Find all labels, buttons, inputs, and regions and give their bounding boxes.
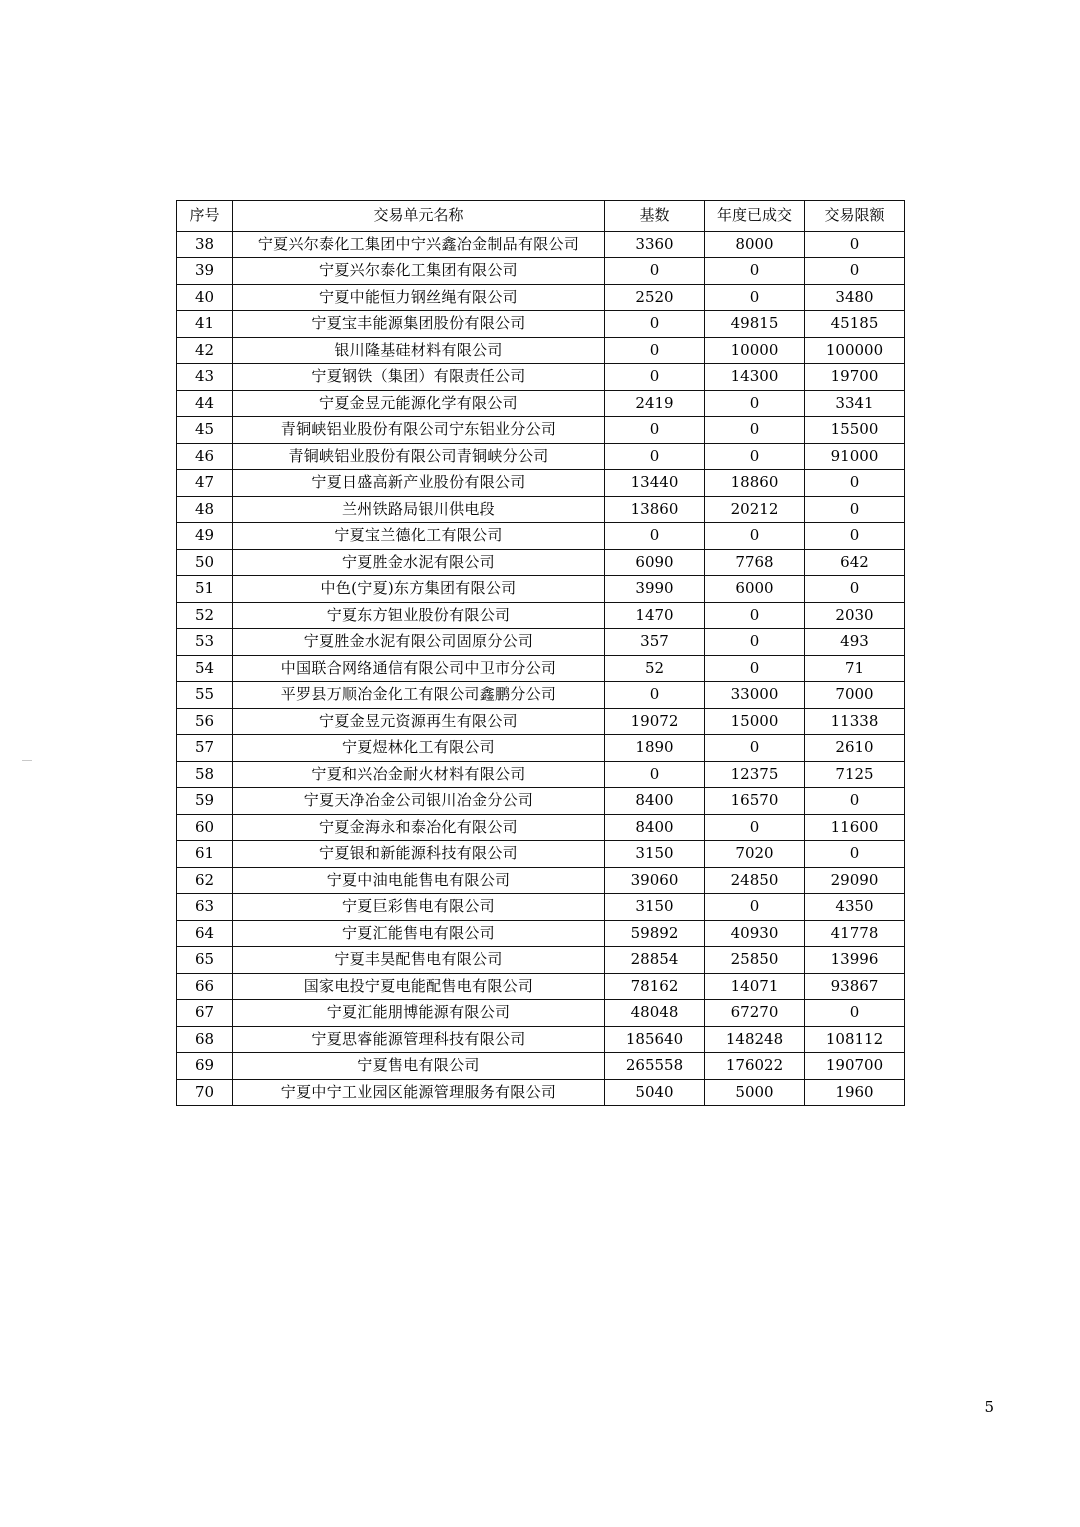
cell-annual-traded: 18860 (705, 470, 805, 497)
cell-base: 357 (605, 629, 705, 656)
table-row (177, 602, 905, 629)
cell-trade-limit: 3480 (805, 284, 905, 311)
cell-trade-limit: 190700 (805, 1053, 905, 1080)
cell-trade-limit: 7125 (805, 761, 905, 788)
cell-base: 185640 (605, 1026, 705, 1053)
table-row (177, 364, 905, 391)
cell-index: 56 (177, 708, 233, 735)
cell-base: 1890 (605, 735, 705, 762)
cell-base: 8400 (605, 814, 705, 841)
cell-annual-traded: 14300 (705, 364, 805, 391)
table-row (177, 867, 905, 894)
table-row (177, 894, 905, 921)
cell-index: 47 (177, 470, 233, 497)
cell-unit-name: 宁夏兴尔泰化工集团有限公司 (233, 258, 605, 285)
cell-trade-limit: 100000 (805, 337, 905, 364)
table-row (177, 947, 905, 974)
cell-trade-limit: 0 (805, 523, 905, 550)
page-number: 5 (984, 1398, 994, 1416)
cell-base: 3990 (605, 576, 705, 603)
table-row (177, 523, 905, 550)
cell-trade-limit: 493 (805, 629, 905, 656)
cell-base: 0 (605, 761, 705, 788)
cell-unit-name: 宁夏中宁工业园区能源管理服务有限公司 (233, 1079, 605, 1106)
cell-base: 3360 (605, 231, 705, 258)
cell-annual-traded: 6000 (705, 576, 805, 603)
cell-trade-limit: 0 (805, 231, 905, 258)
cell-index: 69 (177, 1053, 233, 1080)
cell-annual-traded: 0 (705, 443, 805, 470)
table-row (177, 390, 905, 417)
cell-annual-traded: 7020 (705, 841, 805, 868)
cell-unit-name: 宁夏日盛高新产业股份有限公司 (233, 470, 605, 497)
table-row (177, 761, 905, 788)
cell-base: 6090 (605, 549, 705, 576)
column-header-trade-limit: 交易限额 (805, 201, 905, 232)
cell-annual-traded: 67270 (705, 1000, 805, 1027)
cell-unit-name: 宁夏中油电能售电有限公司 (233, 867, 605, 894)
cell-unit-name: 宁夏金海永和泰冶化有限公司 (233, 814, 605, 841)
cell-unit-name: 青铜峡铝业股份有限公司青铜峡分公司 (233, 443, 605, 470)
cell-base: 52 (605, 655, 705, 682)
cell-base: 19072 (605, 708, 705, 735)
cell-trade-limit: 0 (805, 841, 905, 868)
table-row (177, 920, 905, 947)
table-row (177, 788, 905, 815)
cell-annual-traded: 0 (705, 417, 805, 444)
cell-annual-traded: 20212 (705, 496, 805, 523)
cell-unit-name: 宁夏兴尔泰化工集团中宁兴鑫冶金制品有限公司 (233, 231, 605, 258)
cell-trade-limit: 1960 (805, 1079, 905, 1106)
cell-trade-limit: 642 (805, 549, 905, 576)
table-row (177, 814, 905, 841)
cell-base: 5040 (605, 1079, 705, 1106)
cell-annual-traded: 8000 (705, 231, 805, 258)
cell-index: 43 (177, 364, 233, 391)
cell-annual-traded: 0 (705, 602, 805, 629)
cell-annual-traded: 24850 (705, 867, 805, 894)
cell-index: 57 (177, 735, 233, 762)
cell-annual-traded: 5000 (705, 1079, 805, 1106)
cell-annual-traded: 0 (705, 629, 805, 656)
table-row (177, 470, 905, 497)
cell-trade-limit: 45185 (805, 311, 905, 338)
cell-unit-name: 银川隆基硅材料有限公司 (233, 337, 605, 364)
cell-index: 62 (177, 867, 233, 894)
cell-base: 265558 (605, 1053, 705, 1080)
cell-annual-traded: 148248 (705, 1026, 805, 1053)
cell-unit-name: 宁夏丰昊配售电有限公司 (233, 947, 605, 974)
cell-unit-name: 宁夏天净冶金公司银川冶金分公司 (233, 788, 605, 815)
cell-annual-traded: 0 (705, 894, 805, 921)
cell-trade-limit: 11600 (805, 814, 905, 841)
cell-base: 0 (605, 523, 705, 550)
cell-index: 48 (177, 496, 233, 523)
cell-trade-limit: 13996 (805, 947, 905, 974)
cell-base: 78162 (605, 973, 705, 1000)
cell-unit-name: 宁夏金昱元资源再生有限公司 (233, 708, 605, 735)
cell-index: 59 (177, 788, 233, 815)
cell-base: 28854 (605, 947, 705, 974)
table-row (177, 841, 905, 868)
table-row (177, 735, 905, 762)
cell-trade-limit: 0 (805, 258, 905, 285)
cell-trade-limit: 108112 (805, 1026, 905, 1053)
cell-trade-limit: 93867 (805, 973, 905, 1000)
cell-base: 0 (605, 682, 705, 709)
cell-unit-name: 宁夏金昱元能源化学有限公司 (233, 390, 605, 417)
cell-index: 66 (177, 973, 233, 1000)
cell-index: 64 (177, 920, 233, 947)
table-row (177, 417, 905, 444)
cell-unit-name: 宁夏巨彩售电有限公司 (233, 894, 605, 921)
cell-annual-traded: 0 (705, 523, 805, 550)
cell-annual-traded: 16570 (705, 788, 805, 815)
cell-index: 65 (177, 947, 233, 974)
cell-annual-traded: 25850 (705, 947, 805, 974)
cell-annual-traded: 10000 (705, 337, 805, 364)
column-header-base: 基数 (605, 201, 705, 232)
cell-trade-limit: 15500 (805, 417, 905, 444)
cell-base: 3150 (605, 894, 705, 921)
cell-unit-name: 宁夏胜金水泥有限公司固原分公司 (233, 629, 605, 656)
cell-index: 54 (177, 655, 233, 682)
trading-units-table-container (176, 200, 904, 1106)
cell-unit-name: 宁夏售电有限公司 (233, 1053, 605, 1080)
cell-unit-name: 宁夏宝丰能源集团股份有限公司 (233, 311, 605, 338)
cell-index: 41 (177, 311, 233, 338)
cell-index: 45 (177, 417, 233, 444)
cell-trade-limit: 0 (805, 470, 905, 497)
table-row (177, 1079, 905, 1106)
cell-index: 44 (177, 390, 233, 417)
cell-unit-name: 平罗县万顺冶金化工有限公司鑫鹏分公司 (233, 682, 605, 709)
cell-base: 3150 (605, 841, 705, 868)
table-row (177, 682, 905, 709)
cell-trade-limit: 71 (805, 655, 905, 682)
cell-index: 68 (177, 1026, 233, 1053)
table-body (177, 231, 905, 1106)
cell-unit-name: 宁夏汇能朋博能源有限公司 (233, 1000, 605, 1027)
cell-index: 58 (177, 761, 233, 788)
cell-trade-limit: 2030 (805, 602, 905, 629)
cell-trade-limit: 7000 (805, 682, 905, 709)
cell-annual-traded: 15000 (705, 708, 805, 735)
table-row (177, 576, 905, 603)
cell-annual-traded: 176022 (705, 1053, 805, 1080)
cell-index: 70 (177, 1079, 233, 1106)
cell-annual-traded: 7768 (705, 549, 805, 576)
cell-index: 52 (177, 602, 233, 629)
cell-trade-limit: 3341 (805, 390, 905, 417)
cell-trade-limit: 0 (805, 788, 905, 815)
cell-annual-traded: 14071 (705, 973, 805, 1000)
table-row (177, 284, 905, 311)
cell-base: 13440 (605, 470, 705, 497)
cell-unit-name: 兰州铁路局银川供电段 (233, 496, 605, 523)
table-row (177, 549, 905, 576)
cell-index: 46 (177, 443, 233, 470)
table-row (177, 708, 905, 735)
cell-index: 67 (177, 1000, 233, 1027)
cell-base: 13860 (605, 496, 705, 523)
cell-index: 50 (177, 549, 233, 576)
cell-base: 8400 (605, 788, 705, 815)
cell-unit-name: 国家电投宁夏电能配售电有限公司 (233, 973, 605, 1000)
cell-unit-name: 宁夏东方钽业股份有限公司 (233, 602, 605, 629)
cell-base: 0 (605, 364, 705, 391)
cell-base: 0 (605, 417, 705, 444)
column-header-unit-name: 交易单元名称 (233, 201, 605, 232)
cell-base: 0 (605, 337, 705, 364)
table-row (177, 443, 905, 470)
cell-index: 51 (177, 576, 233, 603)
cell-annual-traded: 0 (705, 284, 805, 311)
cell-base: 2520 (605, 284, 705, 311)
table-row (177, 311, 905, 338)
table-row (177, 496, 905, 523)
table-row (177, 258, 905, 285)
cell-base: 39060 (605, 867, 705, 894)
cell-unit-name: 宁夏中能恒力钢丝绳有限公司 (233, 284, 605, 311)
table-row (177, 973, 905, 1000)
cell-trade-limit: 0 (805, 496, 905, 523)
cell-annual-traded: 12375 (705, 761, 805, 788)
cell-trade-limit: 0 (805, 1000, 905, 1027)
cell-annual-traded: 0 (705, 655, 805, 682)
cell-unit-name: 中国联合网络通信有限公司中卫市分公司 (233, 655, 605, 682)
table-row (177, 1000, 905, 1027)
cell-annual-traded: 49815 (705, 311, 805, 338)
cell-index: 49 (177, 523, 233, 550)
cell-base: 59892 (605, 920, 705, 947)
table-row (177, 231, 905, 258)
table-row (177, 1053, 905, 1080)
cell-base: 48048 (605, 1000, 705, 1027)
page-edge-mark (22, 760, 32, 761)
cell-base: 2419 (605, 390, 705, 417)
cell-trade-limit: 29090 (805, 867, 905, 894)
cell-annual-traded: 0 (705, 735, 805, 762)
cell-base: 1470 (605, 602, 705, 629)
cell-unit-name: 宁夏银和新能源科技有限公司 (233, 841, 605, 868)
table-row (177, 629, 905, 656)
cell-unit-name: 宁夏胜金水泥有限公司 (233, 549, 605, 576)
cell-index: 40 (177, 284, 233, 311)
table-row (177, 1026, 905, 1053)
cell-trade-limit: 91000 (805, 443, 905, 470)
cell-index: 60 (177, 814, 233, 841)
cell-trade-limit: 4350 (805, 894, 905, 921)
cell-annual-traded: 33000 (705, 682, 805, 709)
cell-unit-name: 中色(宁夏)东方集团有限公司 (233, 576, 605, 603)
cell-index: 53 (177, 629, 233, 656)
cell-index: 61 (177, 841, 233, 868)
table-row (177, 337, 905, 364)
column-header-annual-traded: 年度已成交 (705, 201, 805, 232)
cell-unit-name: 宁夏思睿能源管理科技有限公司 (233, 1026, 605, 1053)
cell-base: 0 (605, 258, 705, 285)
cell-annual-traded: 0 (705, 258, 805, 285)
cell-unit-name: 宁夏汇能售电有限公司 (233, 920, 605, 947)
trading-units-table (176, 200, 905, 1106)
cell-unit-name: 青铜峡铝业股份有限公司宁东铝业分公司 (233, 417, 605, 444)
cell-annual-traded: 0 (705, 814, 805, 841)
cell-annual-traded: 0 (705, 390, 805, 417)
cell-unit-name: 宁夏和兴冶金耐火材料有限公司 (233, 761, 605, 788)
cell-trade-limit: 41778 (805, 920, 905, 947)
cell-base: 0 (605, 443, 705, 470)
cell-unit-name: 宁夏钢铁（集团）有限责任公司 (233, 364, 605, 391)
column-header-index: 序号 (177, 201, 233, 232)
cell-index: 55 (177, 682, 233, 709)
cell-index: 39 (177, 258, 233, 285)
cell-trade-limit: 19700 (805, 364, 905, 391)
cell-trade-limit: 11338 (805, 708, 905, 735)
cell-index: 42 (177, 337, 233, 364)
cell-base: 0 (605, 311, 705, 338)
table-row (177, 655, 905, 682)
cell-trade-limit: 2610 (805, 735, 905, 762)
cell-annual-traded: 40930 (705, 920, 805, 947)
cell-trade-limit: 0 (805, 576, 905, 603)
cell-unit-name: 宁夏宝兰德化工有限公司 (233, 523, 605, 550)
table-header-row (177, 201, 905, 232)
cell-index: 38 (177, 231, 233, 258)
cell-index: 63 (177, 894, 233, 921)
cell-unit-name: 宁夏煜林化工有限公司 (233, 735, 605, 762)
